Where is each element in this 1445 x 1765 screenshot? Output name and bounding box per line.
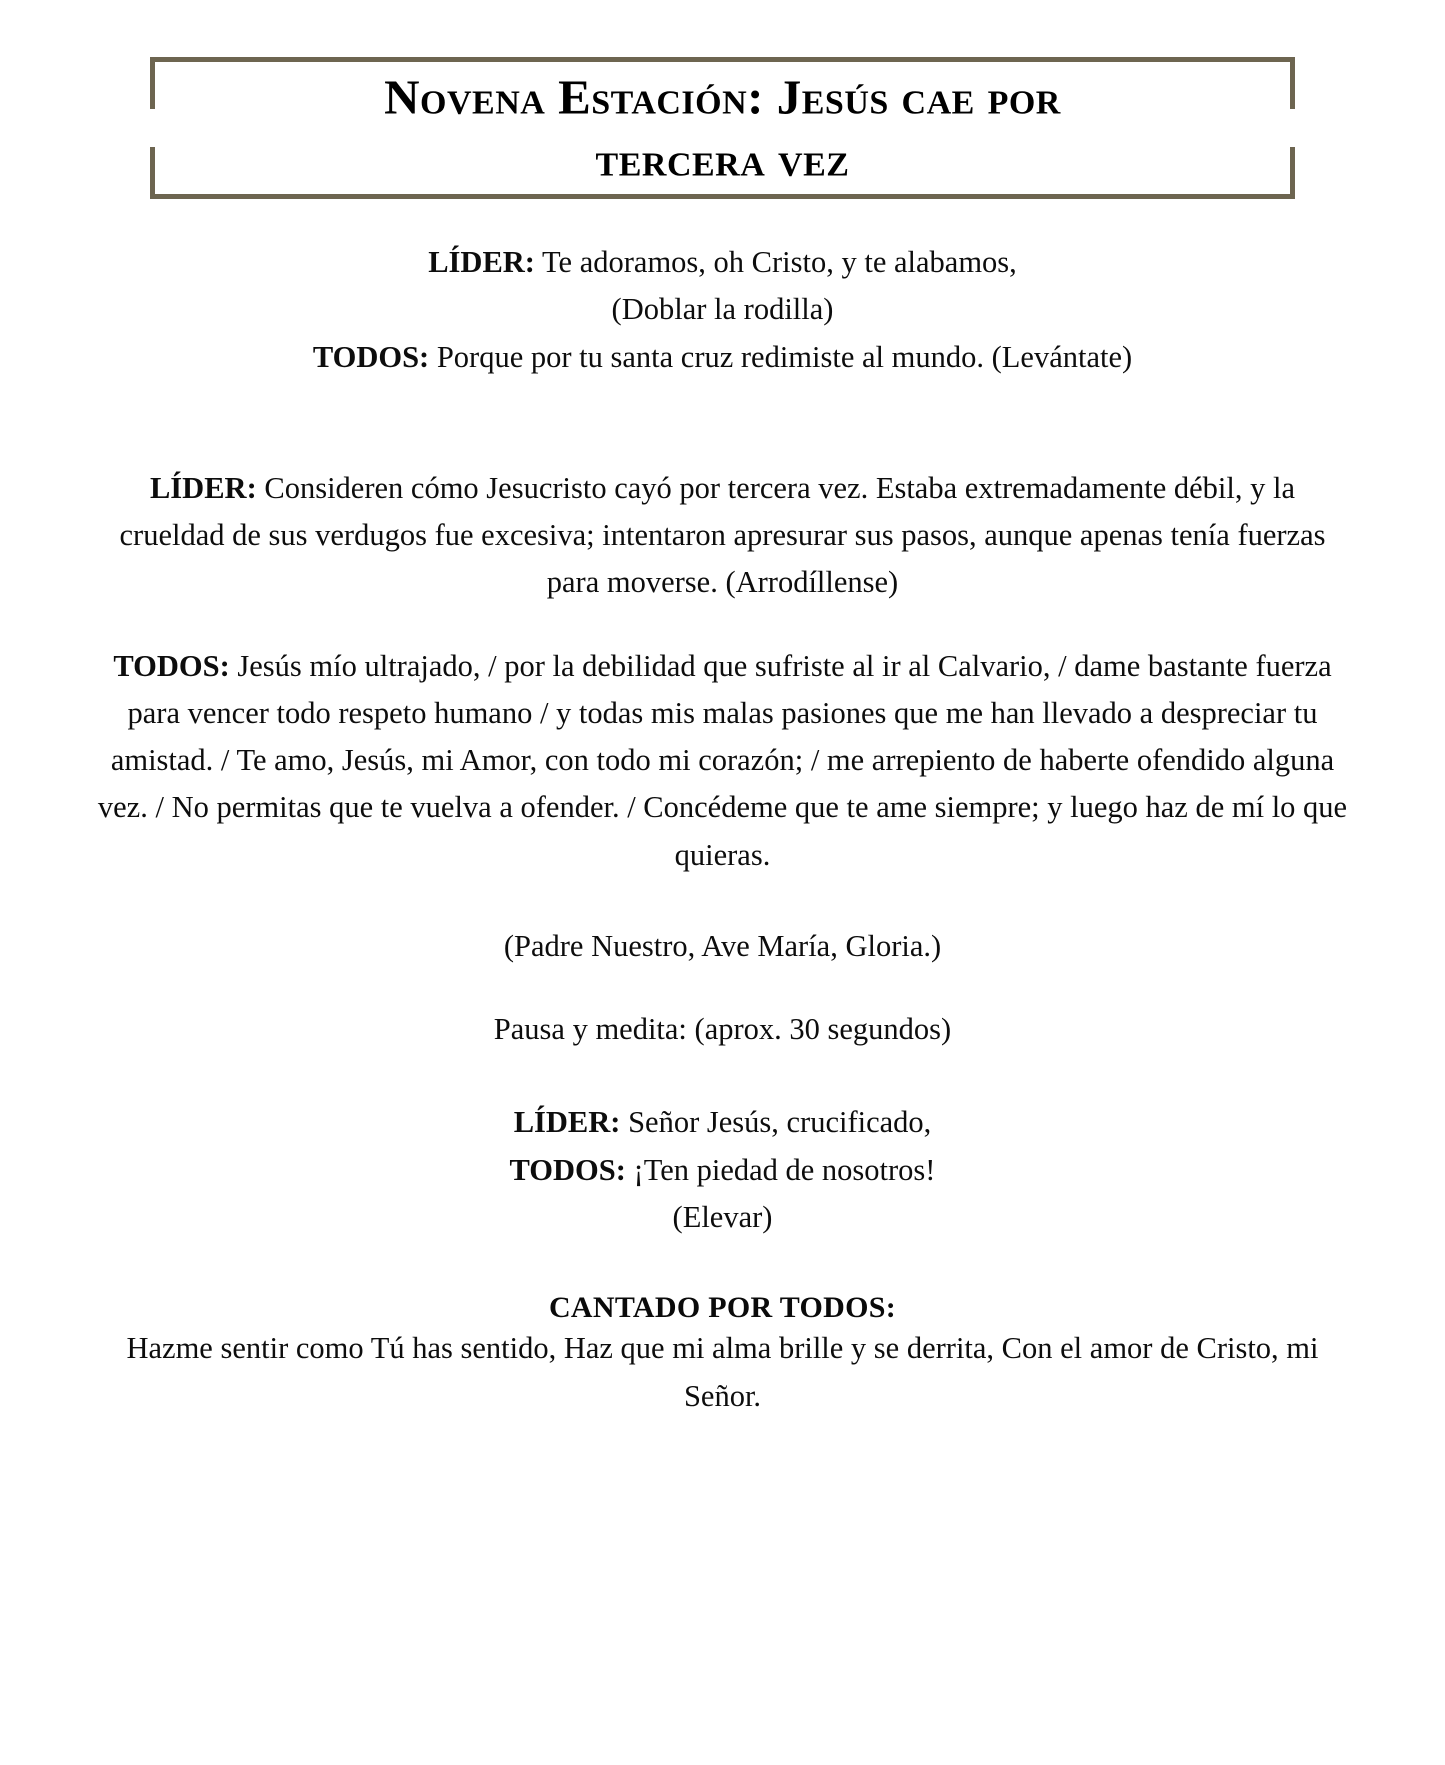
spacer-after-prayers-note bbox=[98, 970, 1348, 1006]
pause-note: Pausa y medita: (aprox. 30 segundos) bbox=[493, 1012, 952, 1047]
closing-leader-text: Señor Jesús, crucificado, bbox=[620, 1105, 932, 1140]
document-body bbox=[98, 199, 1348, 1420]
opening-leader-label: LÍDER: bbox=[428, 245, 535, 279]
meditation-leader-text: Consideren cómo Jesucristo cayó por tercera vez. Estaba extremadamente débil, y la crueldad de sus verdugos fue excesiva; intentaron apresurar sus pasos, aunque apenas tenía fuerzas para moverse. (Arrodíllense) bbox=[119, 470, 1326, 600]
closing-block bbox=[173, 1099, 1273, 1241]
sung-heading: CANTADO POR TODOS: bbox=[548, 1291, 897, 1325]
opening-all-text: Porque por tu santa cruz redimiste al mundo. (Levántate) bbox=[429, 339, 1133, 374]
frame-left-bottom-border bbox=[150, 147, 155, 199]
spacer-before-sung bbox=[98, 1241, 1348, 1291]
opening-versicle-block bbox=[173, 239, 1273, 381]
frame-left-top-border bbox=[150, 57, 155, 109]
prayer-all-label: TODOS: bbox=[113, 648, 230, 683]
spacer-after-meditation bbox=[98, 607, 1348, 643]
page-title-line-2: tercera vez bbox=[595, 131, 850, 186]
opening-all-label: TODOS: bbox=[312, 339, 430, 374]
closing-leader-label: LÍDER: bbox=[513, 1105, 621, 1140]
frame-top-border bbox=[150, 57, 1295, 62]
title-frame bbox=[150, 57, 1295, 199]
closing-all-line bbox=[173, 1147, 1273, 1194]
closing-rise-rubric: (Elevar) bbox=[672, 1199, 773, 1234]
sung-verse: Hazme sentir como Tú has sentido, Haz que mi alma brille y se derrita, Con el amor de Cristo, mi Señor. bbox=[126, 1331, 1319, 1413]
spacer-after-prayer bbox=[98, 879, 1348, 923]
prayers-note: (Padre Nuestro, Ave María, Gloria.) bbox=[503, 928, 942, 963]
opening-leader-text: Te adoramos, oh Cristo, y te alabamos, bbox=[534, 245, 1017, 279]
page-title-line-1: Novena Estación: Jesús cae por bbox=[384, 69, 1061, 125]
prayer-block bbox=[98, 643, 1348, 879]
meditation-block bbox=[98, 465, 1348, 607]
closing-all-text: ¡Ten piedad de nosotros! bbox=[625, 1152, 936, 1187]
meditation-leader-label: LÍDER: bbox=[149, 470, 257, 505]
spacer-after-pause-note bbox=[98, 1053, 1348, 1099]
prayer-all-text: Jesús mío ultrajado, / por la debilidad que sufriste al ir al Calvario, / dame bastante fuerza para vencer todo respeto humano / y todas mis malas pasiones que me han llevado a despreciar tu amistad. / Te amo, Jesús, mi Amor, con todo mi corazón; / me arrepiento de haberte ofendido alguna vez. / No permitas que te vuelva a ofender. / Concédeme que te ame siempre; y luego haz de mí lo que quieras. bbox=[97, 648, 1348, 872]
opening-leader-line bbox=[173, 239, 1273, 286]
opening-kneel-rubric: (Doblar la rodilla) bbox=[611, 292, 834, 327]
spacer-after-opening bbox=[98, 381, 1348, 465]
page-title bbox=[180, 66, 1265, 189]
frame-right-bottom-border bbox=[1290, 147, 1295, 199]
opening-all-line bbox=[173, 334, 1273, 381]
closing-all-label: TODOS: bbox=[509, 1152, 626, 1187]
frame-bottom-border bbox=[150, 194, 1295, 199]
document-page bbox=[0, 57, 1445, 1765]
closing-leader-line bbox=[173, 1099, 1273, 1146]
frame-right-top-border bbox=[1290, 57, 1295, 109]
